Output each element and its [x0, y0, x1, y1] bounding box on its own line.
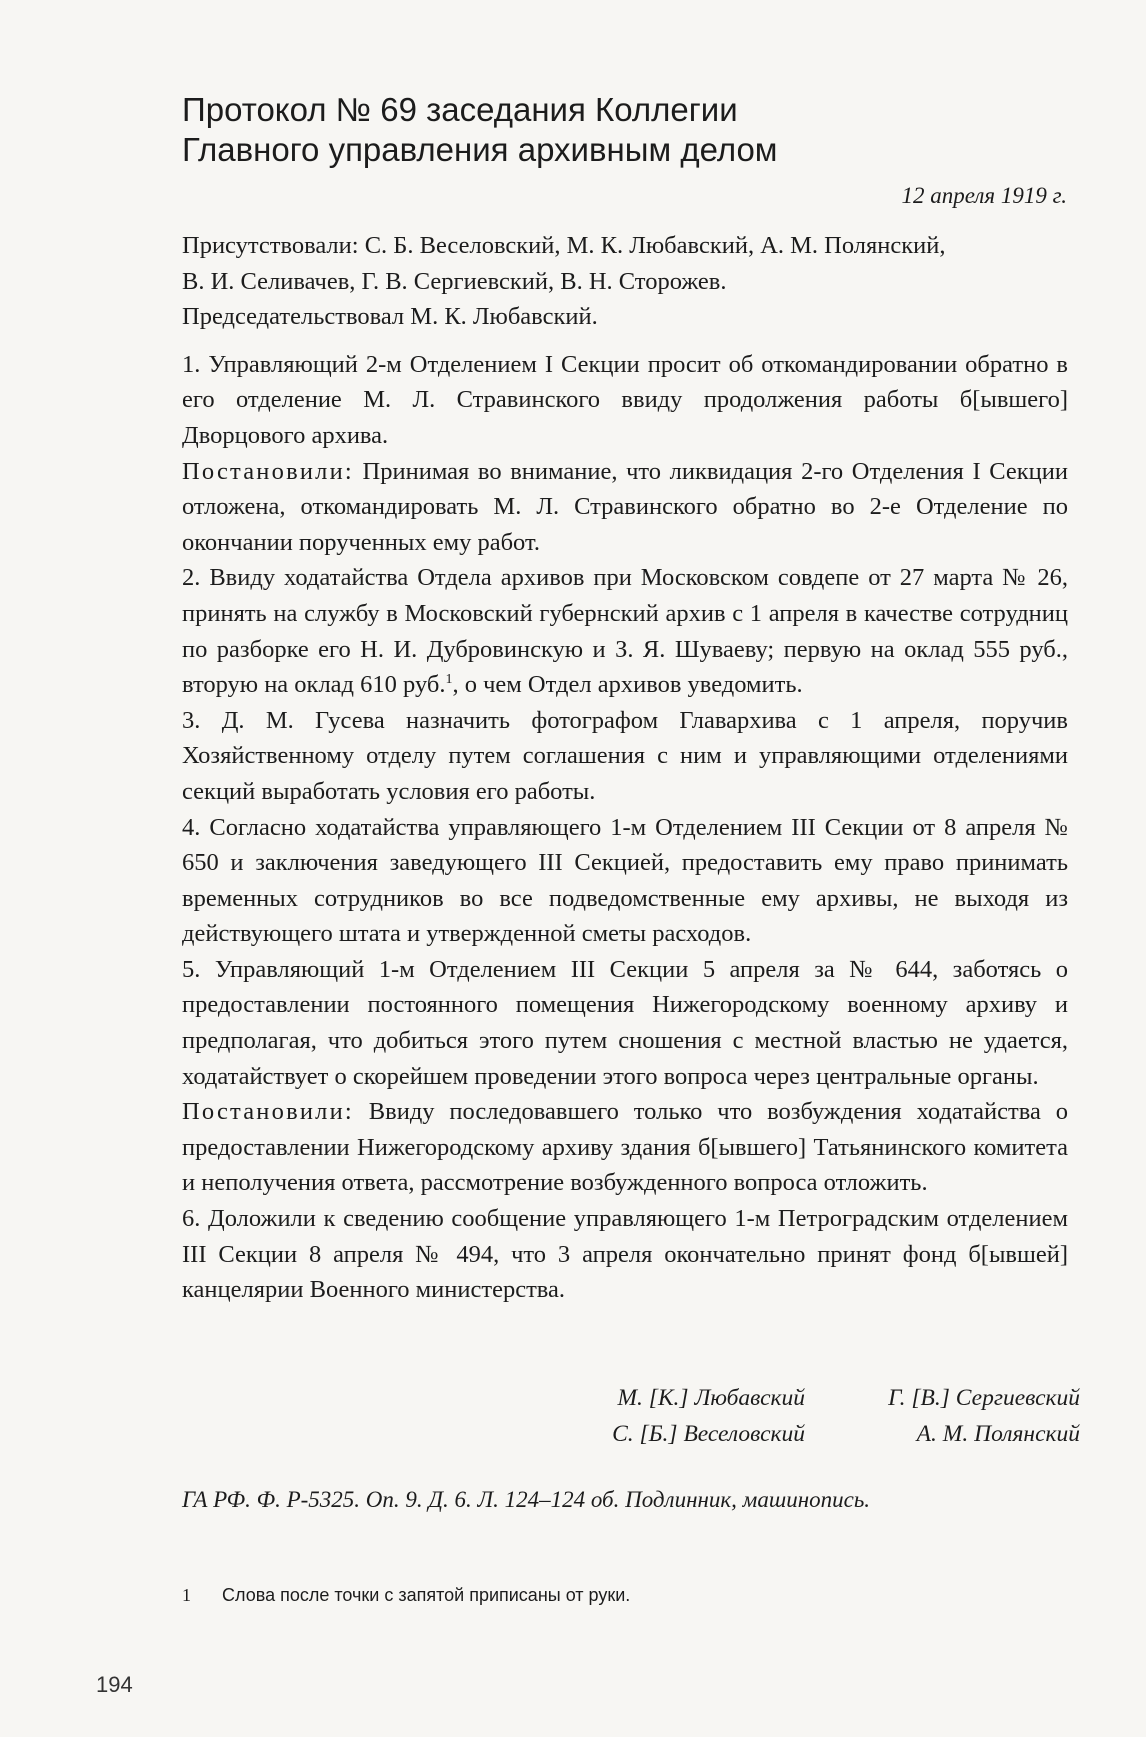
signatures-block [440, 1380, 1080, 1452]
title-line-2: Главного управления архивным делом [182, 131, 778, 168]
signature-row [440, 1380, 1080, 1416]
page-number: 194 [96, 1672, 133, 1697]
attendance-line-2: В. И. Селивачев, Г. В. Сергиевский, В. Н. Сторожев. [182, 267, 727, 295]
protocol-date: 12 апреля 1919 г. [901, 183, 1067, 208]
item-4: 4. Согласно ходатайства управляющего 1-м Отделением III Секции от 8 апреля № 650 и заключения заведующего III Секцией, предоставить ему право принимать временных сотрудников во все подведомственные ему архивы, не выходя из действующего штата и утвержденной сметы расходов. [182, 813, 1068, 948]
signature-lyubavsky: М. [К.] Любавский [617, 1385, 805, 1411]
resolution-5 [182, 1094, 1068, 1201]
item-2 [182, 560, 1068, 702]
item-1: 1. Управляющий 2-м Отделением I Секции просит об откомандировании обратно в его отделение М. Л. Стравинского ввиду продолжения работы б[ывшего] Дворцового архива. [182, 350, 1068, 449]
signature-polyansky: А. М. Полянский [916, 1421, 1080, 1447]
item-5: 5. Управляющий 1-м Отделением III Секции 5 апреля за № 644, заботясь о предоставлении постоянного помещения Нижегородскому военному архиву и предполагая, что добиться этого путем сношения с местной властью не удается, ходатайствует о скорейшем проведении этого вопроса через центральные органы. [182, 955, 1068, 1090]
resolution-5-text: Ввиду последовавшего только что возбуждения ходатайства о предоставлении Нижегородскому архиву здания б[ывшего] Татьянинского комитета и неполучения ответа, рассмотрение возбужденного вопроса отложить. [182, 1098, 1068, 1197]
resolved-label: Постановили: [182, 457, 354, 485]
footnote-ref: 1 [445, 671, 453, 687]
title-line-1: Протокол № 69 заседания Коллегии [182, 91, 738, 128]
attendance-line-1: Присутствовали: С. Б. Веселовский, М. К. Любавский, А. М. Полянский, [182, 232, 946, 259]
signature-veselovsky: С. [Б.] Веселовский [612, 1421, 805, 1447]
signature-row [440, 1416, 1080, 1452]
item-2-text: 2. Ввиду ходатайства Отдела архивов при Московском совдепе от 27 марта № 26, принять на службу в Московский губернский архив с 1 апреля в качестве сотрудниц по разборке его Н. И. Дубровинскую и З. Я. Шуваеву; первую на оклад 555 руб., вторую на оклад 610 руб. [182, 564, 1068, 699]
footnote-text: Слова после точки с запятой приписаны от руки. [222, 1585, 631, 1605]
resolved-label: Постановили: [182, 1098, 354, 1126]
item-3: 3. Д. М. Гусева назначить фотографом Главархива с 1 апреля, поручив Хозяйственному отделу путем соглашения с ним и управляющими отделениями секций выработать условия его работы. [182, 706, 1068, 805]
archival-source: ГА РФ. Ф. Р-5325. Оп. 9. Д. 6. Л. 124–124 об. Подлинник, машинопись. [182, 1487, 871, 1512]
protocol-body [182, 228, 1068, 1308]
protocol-title [182, 90, 942, 170]
resolution-1-text: Принимая во внимание, что ликвидация 2-го Отделения I Секции отложена, откомандировать М. Л. Стравинского обратно во 2-е Отделение по окончании порученных ему работ. [182, 457, 1068, 556]
signature-sergievsky: Г. [В.] Сергиевский [888, 1385, 1080, 1411]
item-2-tail: , о чем Отдел архивов уведомить. [452, 671, 803, 699]
footnote-mark: 1 [182, 1585, 191, 1605]
resolution-1 [182, 454, 1068, 561]
item-6: 6. Доложили к сведению сообщение управляющего 1-м Петроградским отделением III Секции 8 апреля № 494, что 3 апреля окончательно принят фонд б[ывшей] канцелярии Военного министерства. [182, 1205, 1068, 1304]
chaired-line: Председательствовал М. К. Любавский. [182, 303, 598, 331]
footnote [182, 1585, 630, 1606]
